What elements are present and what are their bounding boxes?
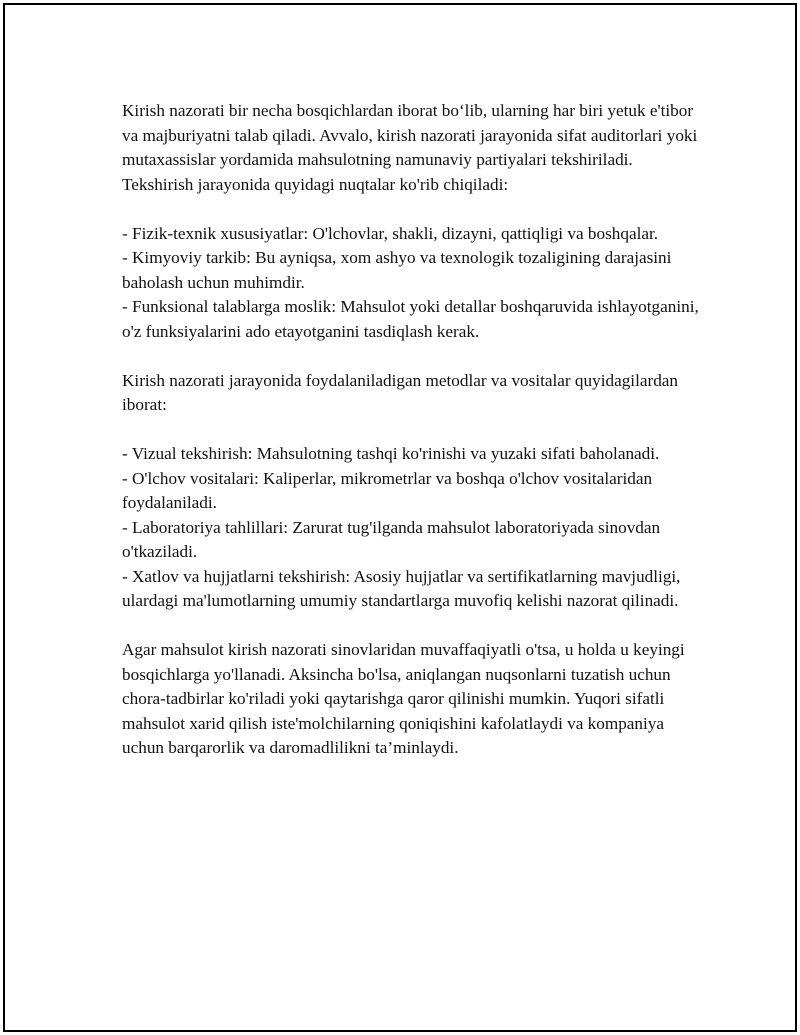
list-item: - Kimyoviy tarkib: Bu ayniqsa, xom ashyo va texnologik tozaligining darajasini baholash uchun muhimdir. — [122, 248, 672, 292]
intro-paragraph: Kirish nazorati bir necha bosqichlardan iborat bo‘lib, ularning har biri yetuk e'tibor va majburiyatni talab qiladi. Avvalo, kirish nazorati jarayonida sifat auditorlari yoki mutaxassislar yordamida mahsulotning namunaviy partiyalari tekshiriladi. Tekshirish jarayonida quyidagi nuqtalar ko'rib chiqiladi: — [122, 101, 698, 194]
paragraph-gap — [122, 197, 702, 222]
methods-intro-paragraph: Kirish nazorati jarayonida foydalaniladigan metodlar va vositalar quyidagilardan iborat: — [122, 370, 679, 414]
list-item: - O'lchov vositalari: Kaliperlar, mikrometrlar va boshqa o'lchov vositalaridan foydalaniladi. — [122, 468, 653, 512]
list-item: - Vizual tekshirish: Mahsulotning tashqi ko'rinishi va yuzaki sifati baholanadi. — [122, 444, 660, 463]
paragraph-gap — [122, 418, 702, 443]
paragraph-gap — [122, 614, 702, 639]
page-frame — [3, 3, 797, 1032]
list-item: - Xatlov va hujjatlarni tekshirish: Asosiy hujjatlar va sertifikatlarning mavjudligi, ulardagi ma'lumotlarning umumiy standartlarga muvofiq kelishi nazorat qilinadi. — [122, 566, 681, 610]
paragraph-gap — [122, 344, 702, 369]
list-item: - Laboratoriya tahlillari: Zarurat tug'ilganda mahsulot laboratoriyada sinovdan o'tkaziladi. — [122, 517, 661, 561]
list-item: - Fizik-texnik xususiyatlar: O'lchovlar, shakli, dizayni, qattiqligi va boshqalar. — [122, 223, 659, 243]
conclusion-paragraph: Agar mahsulot kirish nazorati sinovlaridan muvaffaqiyatli o'tsa, u holda u keyingi bosqichlarga yo'llanadi. Aksincha bo'lsa, aniqlangan nuqsonlarni tuzatish uchun chora-tadbirlar ko'riladi yoki qaytarishga qaror qilinishi mumkin. Yuqori sifatli mahsulot xarid qilish iste'molchilarning qoniqishini kafolatlaydi va kompaniya uchun barqarorlik va daromadlilikni ta’minlaydi. — [122, 640, 685, 757]
list-item: - Funksional talablarga moslik: Mahsulot yoki detallar boshqaruvida ishlayotganini, o'z funksiyalarini ado etayotganini tasdiqlash kerak. — [122, 297, 699, 341]
document-body — [122, 99, 702, 761]
